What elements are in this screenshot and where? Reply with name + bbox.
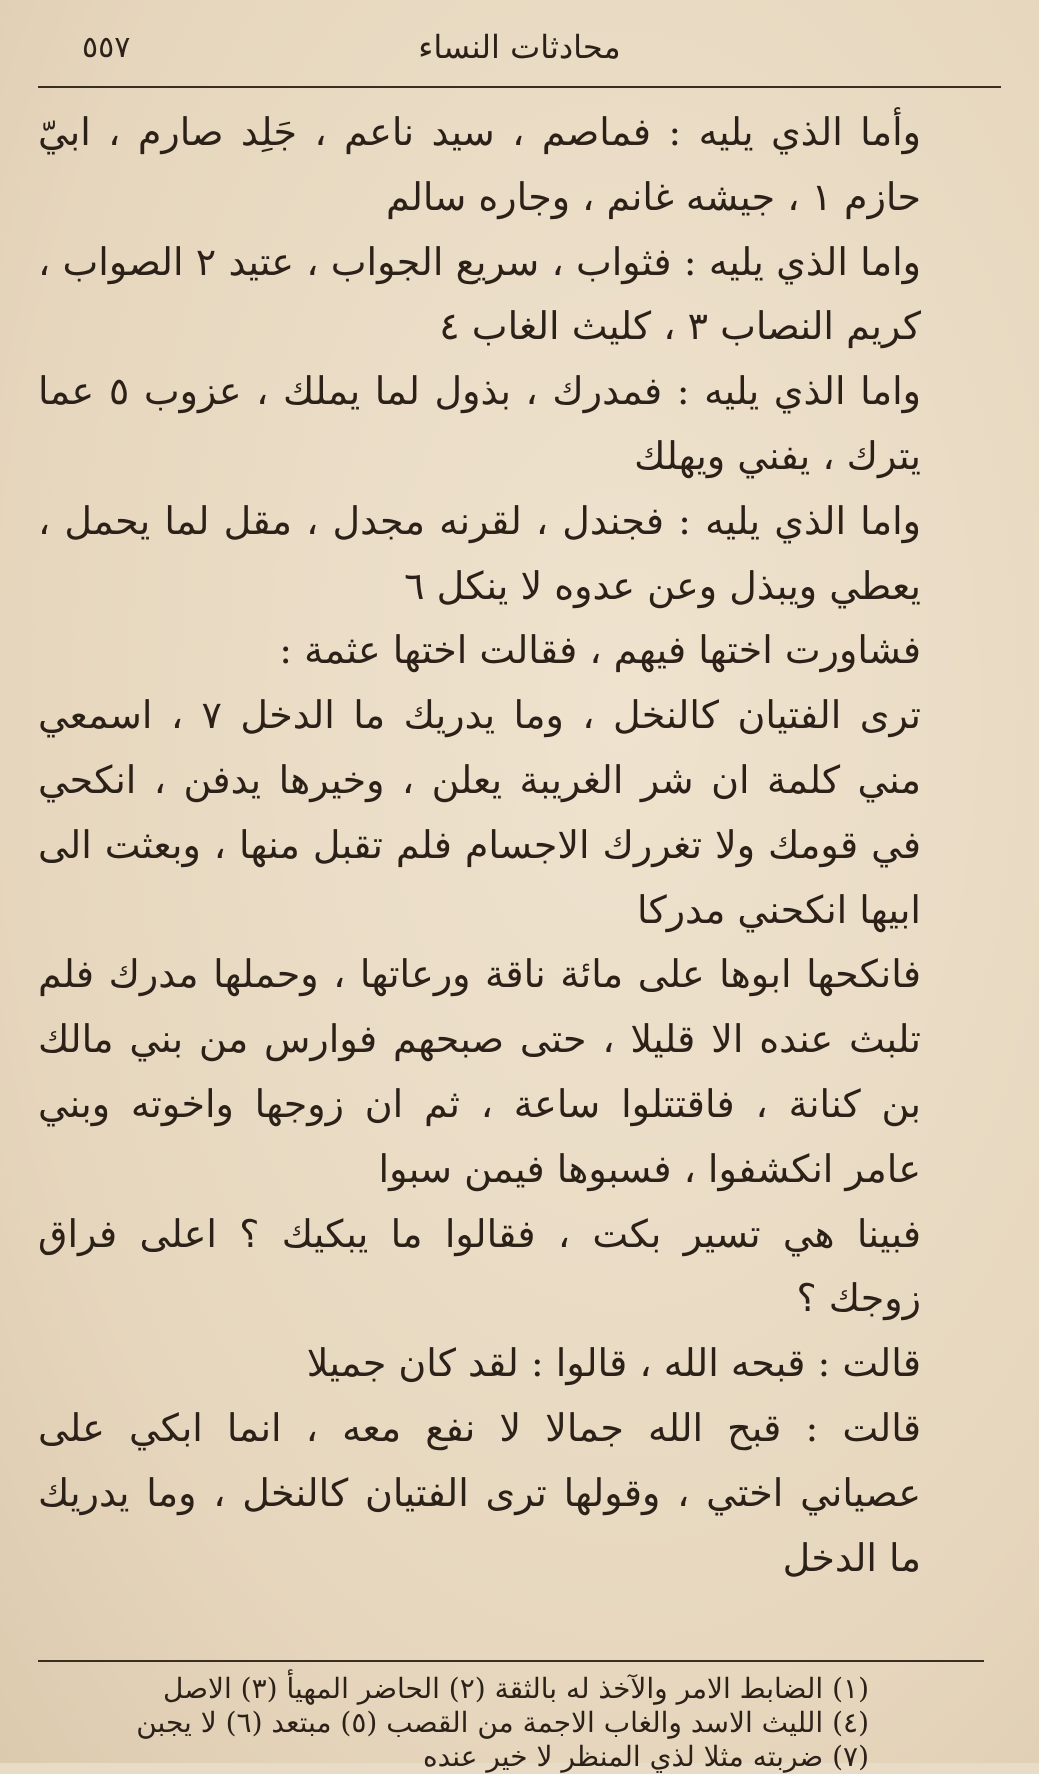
page-number: ٥٥٧ <box>82 30 131 65</box>
paragraph: قالت : قبح الله جمالا لا نفع معه ، انما ابكي على عصياني اختي ، وقولها ترى الفتيان كالنخل ، وما يدريك ما الدخل <box>38 1405 921 1580</box>
paragraph: واما الذي يليه : فثواب ، سريع الجواب ، عتيد ٢ الصواب ، كريم النصاب ٣ ، كليث الغاب ٤ <box>38 239 921 349</box>
footnote: (١) الضابط الامر والآخذ له بالثقة (٢) الحاضر المهيأ (٣) الاصل <box>163 1672 869 1705</box>
footnotes <box>38 1672 909 1774</box>
footnote: (٧) ضربته مثلا لذي المنظر لا خير عنده <box>422 1740 869 1773</box>
footnote-rule <box>38 1660 984 1662</box>
paragraph: فبينا هي تسير بكت ، فقالوا ما يبكيك ؟ اعلى فراق زوجك ؟ <box>38 1211 921 1321</box>
paragraph: واما الذي يليه : فجندل ، لقرنه مجدل ، مقل لما يحمل ، يعطي ويبذل وعن عدوه لا ينكل ٦ <box>38 498 921 608</box>
paragraph: قالت : قبحه الله ، قالوا : لقد كان جميلا <box>306 1341 921 1386</box>
footnote: (٤) الليث الاسد والغاب الاجمة من القصب (٥) مبتعد (٦) لا يجبن <box>136 1706 869 1739</box>
body-text <box>38 100 1001 1590</box>
page-header <box>0 22 1039 72</box>
paragraph: فشاورت اختها فيهم ، فقالت اختها عثمة : <box>279 628 921 673</box>
paragraph: وأما الذي يليه : فماصم ، سيد ناعم ، جَلِد صارم ، ابيّ حازم ١ ، جيشه غانم ، وجاره سالم <box>38 110 921 219</box>
paragraph: واما الذي يليه : فمدرك ، بذول لما يملك ، عزوب ٥ عما يترك ، يفني ويهلك <box>38 369 921 478</box>
paragraph: ترى الفتيان كالنخل ، وما يدريك ما الدخل ٧ ، اسمعي مني كلمة ان شر الغريبة يعلن ، وخيرها يدفن ، انكحي في قومك ولا تغررك الاجسام فلم تقبل منها ، وبعثت الى ابيها انكحني مدركا <box>38 693 921 932</box>
header-rule <box>38 86 1001 88</box>
running-title: محادثات النساء <box>418 28 621 66</box>
paragraph: فانكحها ابوها على مائة ناقة ورعاتها ، وحملها مدرك فلم تلبث عنده الا قليلا ، حتى صبحهم فوارس من بني مالك بن كنانة ، فاقتتلوا ساعة ، ثم ان زوجها واخوته وبني عامر انكشفوا ، فسبوها فيمن سبوا <box>38 952 921 1191</box>
